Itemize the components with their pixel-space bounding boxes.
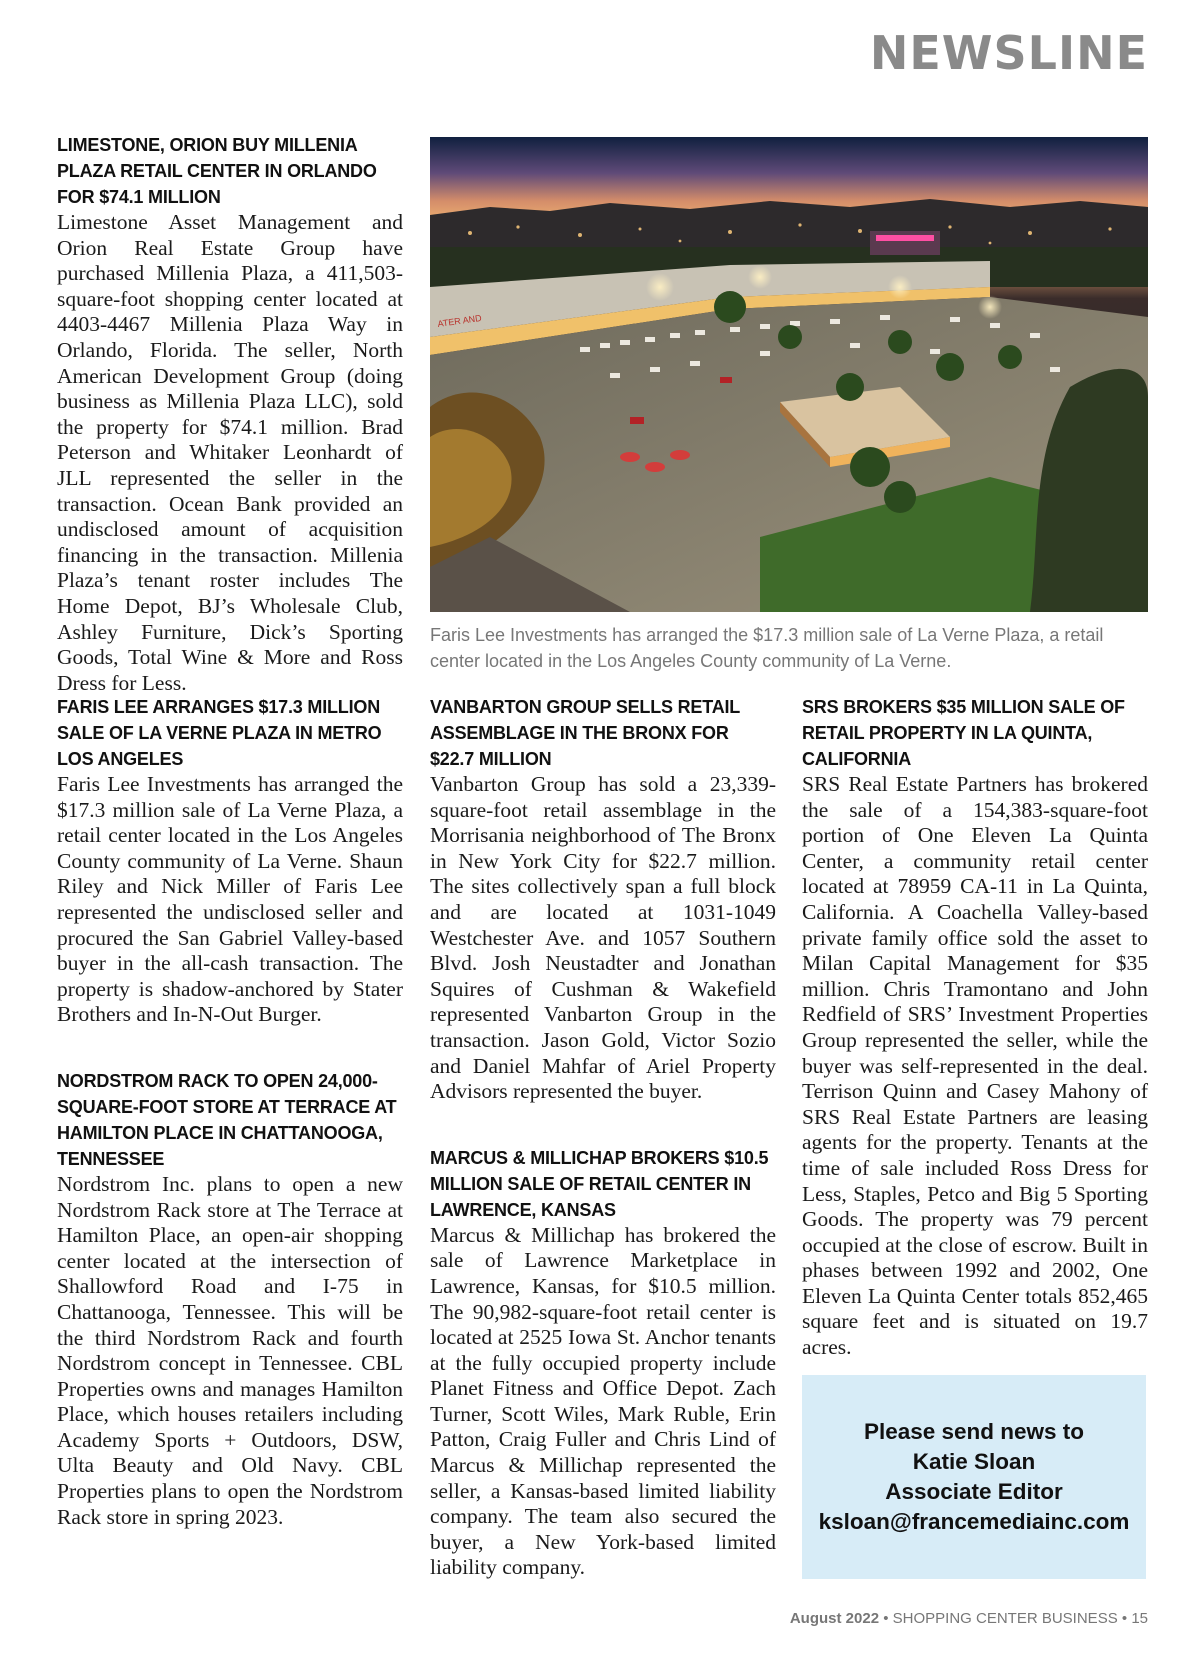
callout-editor-name: Katie Sloan [912, 1449, 1036, 1474]
article-body: SRS Real Estate Partners has brokered the sale of a 154,383-square-foot portion of One Eleven La Quinta Center, a community retail center located at 78959 CA-11 in La Quinta, California. A Coachella Valley-based private family office sold the asset to Milan Capital Management for $35 million. Chris Tramontano and John Redfield of SRS’ Investment Properties Group represented the seller, while the buyer was self-represented in the deal. Terrison Quinn and Casey Mahony of SRS Real Estate Partners are leasing agents for the property. Tenants at the time of sale included Ross Dress for Less, Staples, Petco and Big 5 Sporting Goods. The property was 79 percent occupied at the close of escrow. Built in phases between 1992 and 2002, One Eleven La Quinta Center totals 852,465 square feet and is situated on 19.7 acres. [802, 772, 1148, 1360]
callout-editor-title: Associate Editor [885, 1479, 1063, 1504]
article-body: Limestone Asset Management and Orion Real Estate Group have purchased Millenia Plaza, a 411,503-square-foot shopping center located at 4403-4467 Millenia Plaza Way in Orlando, Florida. The seller, North American Development Group (doing business as Millenia Plaza LLC), sold the property for $74.1 million. Brad Peterson and Whitaker Leonhardt of JLL represented the seller in the transaction. Ocean Bank provided an undisclosed amount of acquisition financing in the transaction. Millenia Plaza’s tenant roster includes The Home Depot, BJ’s Wholesale Club, Ashley Furniture, Dick’s Sporting Goods, Total Wine & More and Ross Dress for Less. [57, 210, 403, 695]
footer-separator: • [1121, 1610, 1128, 1627]
article-headline: MARCUS & MILLICHAP BROKERS $10.5 MILLION SALE OF RETAIL CENTER IN LAWRENCE, KANSAS [430, 1147, 769, 1220]
article-headline: FARIS LEE ARRANGES $17.3 MILLION SALE OF LA VERNE PLAZA IN METRO LOS ANGELES [57, 697, 382, 769]
column-top-left [57, 132, 403, 736]
article-headline: SRS BROKERS $35 MILLION SALE OF RETAIL PROPERTY IN LA QUINTA, CALIFORNIA [802, 697, 1125, 769]
article-vanbarton [430, 694, 776, 1105]
aerial-shopping-center-image [430, 137, 1148, 612]
article-faris-lee [57, 694, 403, 1028]
article-headline: NORDSTROM RACK TO OPEN 24,000-SQUARE-FOOT STORE AT TERRACE AT HAMILTON PLACE IN CHATTANOOGA, TENNESSEE [57, 1070, 397, 1169]
article-limestone [57, 132, 403, 696]
article-body: Marcus & Millichap has brokered the sale of Lawrence Marketplace in Lawrence, Kansas, for $10.5 million. The 90,982-square-foot retail center is located at 2525 Iowa St. Anchor tenants at the fully occupied property include Planet Fitness and Office Depot. Zach Turner, Scott Wiles, Mark Ruble, Erin Patton, Craig Fuller and Chris Lind of Marcus & Millichap represented the seller, a Kansas-based limited liability company. The team also secured the buyer, a New York-based limited liability company. [430, 1222, 776, 1580]
photo-caption: Faris Lee Investments has arranged the $17.3 million sale of La Verne Plaza, a retail center located in the Los Angeles County community of La Verne. [430, 625, 1104, 671]
column-right [802, 694, 1148, 1401]
column-middle [430, 694, 776, 1621]
article-nordstrom-rack [57, 1068, 403, 1530]
la-verne-plaza-photo [430, 137, 1148, 612]
footer-date: August 2022 [789, 1610, 880, 1627]
article-srs [802, 694, 1148, 1361]
callout-line: Please send news to [863, 1419, 1085, 1444]
news-submission-box [802, 1375, 1146, 1579]
column-left [57, 694, 403, 1570]
callout-email-link[interactable]: ksloan@francemediainc.com [818, 1509, 1130, 1534]
page-footer [790, 1610, 1148, 1627]
footer-publication: SHOPPING CENTER BUSINESS [892, 1610, 1118, 1627]
article-headline: VANBARTON GROUP SELLS RETAIL ASSEMBLAGE IN THE BRONX FOR $22.7 MILLION [430, 697, 740, 769]
article-body: Faris Lee Investments has arranged the $17.3 million sale of La Verne Plaza, a retail center located in the Los Angeles County community of La Verne. Shaun Riley and Nick Miller of Faris Lee represented the undisclosed seller and procured the San Gabriel Valley-based buyer in the all-cash transaction. The property is shadow-anchored by Stater Brothers and In-N-Out Burger. [57, 772, 403, 1027]
section-title: NEWSLINE [869, 26, 1148, 80]
article-headline: LIMESTONE, ORION BUY MILLENIA PLAZA RETAIL CENTER IN ORLANDO FOR $74.1 MILLION [57, 135, 377, 207]
page-number: 15 [1131, 1610, 1148, 1627]
article-body: Nordstrom Inc. plans to open a new Nordstrom Rack store at The Terrace at Hamilton Place, an open-air shopping center located at the intersection of Shallowford Road and I-75 in Chattanooga, Tennessee. This will be the third Nordstrom Rack and fourth Nordstrom concept in Tennessee. CBL Properties owns and manages Hamilton Place, which houses retailers including Academy Sports + Outdoors, DSW, Ulta Beauty and Old Navy. CBL Properties plans to open the Nordstrom Rack store in spring 2023. [57, 1171, 403, 1529]
footer-separator: • [883, 1610, 889, 1627]
article-marcus-millichap [430, 1145, 776, 1581]
article-body: Vanbarton Group has sold a 23,339-square-foot retail assemblage in the Morrisania neighborhood of The Bronx in New York City for $22.7 million. The sites collectively span a full block and are located at 1031-1049 Westchester Ave. and 1057 Southern Blvd. Josh Neustadter and Jonathan Squires of Cushman & Wakefield represented Vanbarton Group in the transaction. Jason Gold, Victor Sozio and Daniel Mahfar of Ariel Property Advisors represented the buyer. [430, 772, 776, 1104]
storefront-sign-text: ATER AND [436, 312, 483, 329]
